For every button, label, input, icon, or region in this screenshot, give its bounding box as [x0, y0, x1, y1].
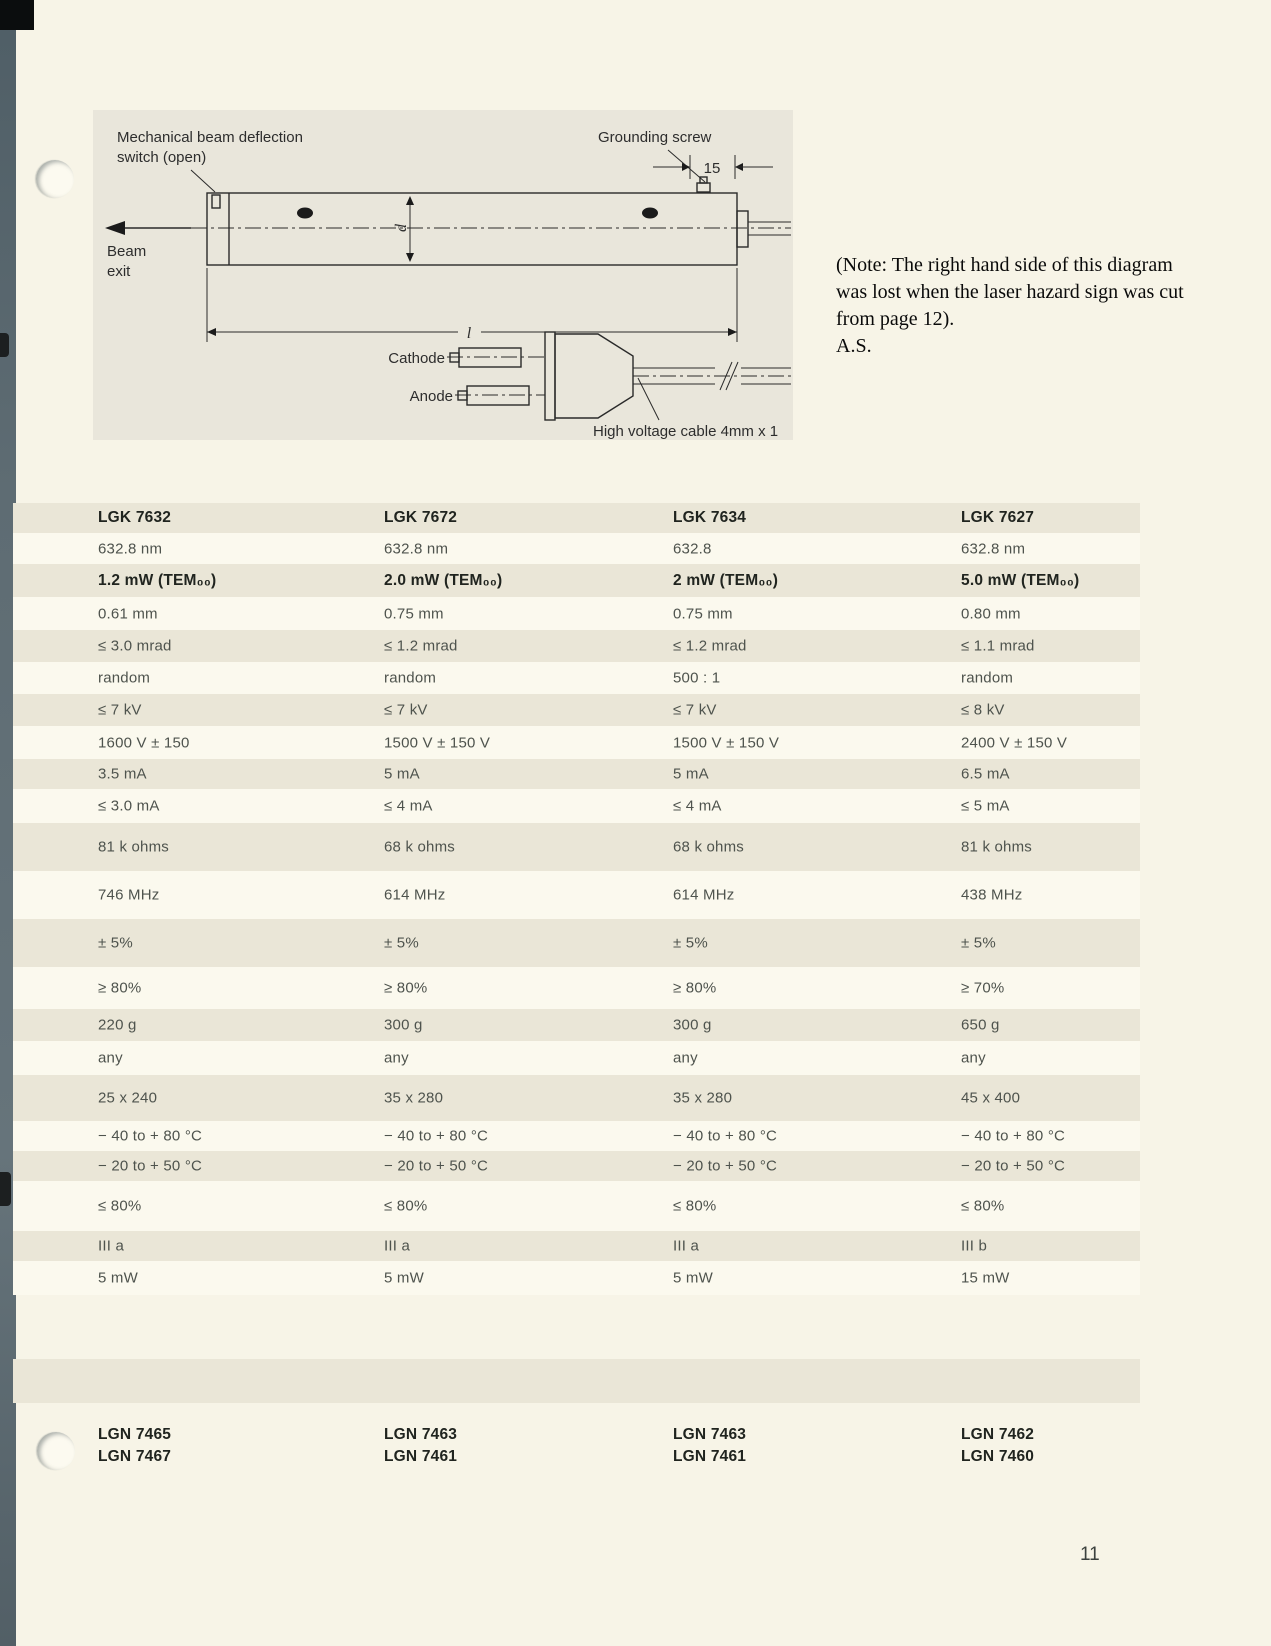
spec-cell: III a: [384, 1237, 411, 1255]
spec-cell: ≤ 7 kV: [673, 701, 717, 719]
spec-cell: ≤ 7 kV: [98, 701, 142, 719]
dim-l-arrow: [728, 328, 737, 336]
switch-label: switch (open): [117, 149, 207, 166]
page-number: 11: [1080, 1544, 1100, 1565]
spec-cell: ± 5%: [384, 934, 419, 952]
switch-label: Mechanical beam deflection: [117, 129, 303, 146]
dim-15-arrow: [682, 163, 690, 171]
spec-cell: 5 mW: [98, 1269, 138, 1287]
annotation-note: [836, 252, 1226, 360]
mounting-hole-dot: [297, 208, 313, 219]
order-number: LGN 7467: [98, 1448, 172, 1465]
table-row: [13, 630, 1140, 662]
dim-d-label: d: [393, 224, 410, 232]
spec-cell: 1500 V ± 150 V: [673, 734, 780, 751]
spec-cell: ≤ 80%: [384, 1197, 428, 1215]
table-row: [13, 1009, 1140, 1041]
binding-hole: [36, 160, 74, 198]
spec-cell: 438 MHz: [961, 886, 1023, 904]
spec-cell: 614 MHz: [384, 886, 446, 904]
spec-cell: ≤ 3.0 mA: [98, 797, 160, 815]
spec-cell: 300 g: [384, 1016, 423, 1034]
table-row: [13, 1261, 1140, 1295]
spec-cell: random: [384, 669, 437, 687]
spec-cell: 68 k ohms: [673, 838, 744, 856]
beam-exit-label: Beam: [107, 243, 147, 260]
hv-connector: [555, 334, 633, 418]
spec-cell: 632.8 nm: [384, 540, 449, 557]
note-line: from page 12).: [836, 308, 955, 330]
spec-cell: any: [961, 1049, 986, 1067]
table-row: [13, 564, 1140, 597]
table-row: [13, 726, 1140, 759]
spec-cell: 220 g: [98, 1016, 137, 1034]
table-row: [13, 1075, 1140, 1121]
spec-cell: 1.2 mW (TEM₀₀): [98, 571, 217, 589]
table-row: [13, 759, 1140, 789]
spec-cell: 81 k ohms: [98, 838, 169, 856]
switch-leader-line: [191, 170, 215, 192]
page-edge-mark: [0, 333, 9, 357]
note-line: was lost when the laser hazard sign was cut: [836, 281, 1184, 303]
spec-cell: 45 x 400: [961, 1089, 1021, 1107]
spec-cell: − 40 to + 80 °C: [673, 1127, 778, 1145]
table-row: [13, 1121, 1140, 1151]
order-number: LGN 7465: [98, 1426, 172, 1443]
table-spacer-row: [13, 1295, 1140, 1359]
spec-cell: III a: [98, 1237, 125, 1255]
grounding-screw: [697, 183, 710, 192]
spec-cell: ≥ 80%: [98, 979, 142, 997]
spec-cell: ≤ 80%: [673, 1197, 717, 1215]
order-number-cell: [673, 1424, 746, 1468]
cathode-label: Cathode: [388, 350, 445, 367]
spec-cell: 5 mA: [673, 765, 709, 783]
spec-cell: − 20 to + 50 °C: [673, 1157, 778, 1175]
table-row: [13, 789, 1140, 823]
mounting-hole-dot: [642, 208, 658, 219]
spec-cell: ≤ 7 kV: [384, 701, 428, 719]
order-number-cell: [98, 1424, 171, 1468]
note-line: (Note: The right hand side of this diagram: [836, 254, 1173, 276]
laser-tube-outline: [207, 193, 737, 265]
laser-tube-drawing: [93, 110, 793, 440]
spec-cell: 300 g: [673, 1016, 712, 1034]
spec-cell: 0.61 mm: [98, 605, 158, 622]
dim-l-arrow: [207, 328, 216, 336]
table-row: [13, 871, 1140, 919]
anode-label: Anode: [409, 388, 453, 405]
spec-cell: ≤ 8 kV: [961, 701, 1005, 719]
spec-cell: LGK 7632: [98, 509, 172, 526]
spec-cell: ≤ 5 mA: [961, 797, 1010, 815]
note-line: A.S.: [836, 335, 872, 357]
dim-15-value: 15: [703, 160, 721, 177]
spec-cell: 614 MHz: [673, 886, 735, 904]
spec-cell: 81 k ohms: [961, 838, 1032, 856]
table-row: [13, 919, 1140, 967]
spec-cell: 25 x 240: [98, 1089, 158, 1107]
laser-tube-diagram: [93, 110, 793, 440]
dim-d-arrow: [406, 196, 414, 205]
table-row: [13, 694, 1140, 726]
spec-cell: 35 x 280: [384, 1089, 444, 1107]
order-number: LGN 7463: [673, 1426, 747, 1443]
spec-cell: 3.5 mA: [98, 765, 147, 783]
order-number: LGN 7462: [961, 1426, 1035, 1443]
spec-cell: LGK 7627: [961, 509, 1035, 526]
order-number: LGN 7460: [961, 1448, 1035, 1465]
tube-terminal-stub: [737, 211, 748, 247]
spec-cell: 35 x 280: [673, 1089, 733, 1107]
table-row: [13, 597, 1140, 630]
dim-l-label: l: [466, 325, 472, 342]
scanner-edge-corner: [0, 0, 34, 30]
spec-cell: 15 mW: [961, 1269, 1010, 1287]
table-spacer-row: [13, 1403, 1140, 1415]
spec-cell: 5 mW: [673, 1269, 713, 1287]
spec-cell: − 20 to + 50 °C: [384, 1157, 489, 1175]
spec-cell: LGK 7672: [384, 509, 458, 526]
spec-cell: ± 5%: [961, 934, 996, 952]
spec-cell: 650 g: [961, 1016, 1000, 1034]
spec-cell: 1500 V ± 150 V: [384, 734, 491, 751]
spec-cell: ≤ 1.2 mrad: [384, 637, 458, 655]
spec-cell: 0.75 mm: [384, 605, 444, 622]
table-spacer-row: [13, 1359, 1140, 1403]
spec-cell: 1600 V ± 150: [98, 734, 190, 751]
spec-cell: − 40 to + 80 °C: [961, 1127, 1066, 1145]
hv-cable-label: High voltage cable 4mm x 1: [593, 423, 779, 440]
page-edge-mark: [0, 1172, 11, 1206]
spec-cell: 500 : 1: [673, 669, 721, 687]
spec-cell: − 20 to + 50 °C: [961, 1157, 1066, 1175]
spec-cell: 0.80 mm: [961, 605, 1021, 622]
order-number: LGN 7461: [673, 1448, 747, 1465]
spec-cell: 632.8 nm: [961, 540, 1026, 557]
spec-cell: ≤ 1.2 mrad: [673, 637, 747, 655]
order-number-cell: [384, 1424, 457, 1468]
table-row: [13, 1181, 1140, 1231]
spec-cell: ≤ 80%: [98, 1197, 142, 1215]
spec-cell: 68 k ohms: [384, 838, 455, 856]
spec-cell: 5.0 mW (TEM₀₀): [961, 571, 1080, 589]
spec-cell: random: [98, 669, 151, 687]
dim-d-arrow: [406, 253, 414, 262]
spec-cell: 2 mW (TEM₀₀): [673, 571, 779, 589]
spec-cell: 5 mA: [384, 765, 420, 783]
spec-cell: ± 5%: [673, 934, 708, 952]
table-row: [13, 533, 1140, 564]
deflection-switch: [212, 195, 220, 208]
spec-cell: 746 MHz: [98, 886, 160, 904]
spec-cell: 2400 V ± 150 V: [961, 734, 1068, 751]
table-row: [13, 1231, 1140, 1261]
spec-cell: random: [961, 669, 1014, 687]
table-row-order-numbers: [13, 1415, 1140, 1477]
spec-cell: 0.75 mm: [673, 605, 733, 622]
spec-cell: 5 mW: [384, 1269, 424, 1287]
table-row: [13, 1041, 1140, 1075]
grounding-screw-label: Grounding screw: [598, 129, 712, 146]
spec-cell: LGK 7634: [673, 509, 747, 526]
spec-cell: − 20 to + 50 °C: [98, 1157, 203, 1175]
spec-cell: ≤ 3.0 mrad: [98, 637, 172, 655]
spec-cell: ≤ 4 mA: [673, 797, 722, 815]
table-row: [13, 1151, 1140, 1181]
order-number-cell: [961, 1424, 1034, 1468]
spec-cell: 6.5 mA: [961, 765, 1010, 783]
spec-cell: − 40 to + 80 °C: [384, 1127, 489, 1145]
spec-cell: any: [384, 1049, 409, 1067]
spec-cell: any: [98, 1049, 123, 1067]
spec-cell: ≥ 80%: [673, 979, 717, 997]
order-number: LGN 7463: [384, 1426, 458, 1443]
hv-connector: [545, 332, 555, 420]
grounding-screw: [700, 177, 707, 183]
spec-cell: 632.8: [673, 540, 712, 557]
table-row: [13, 662, 1140, 694]
spec-cell: 632.8 nm: [98, 540, 163, 557]
spec-cell: ≤ 80%: [961, 1197, 1005, 1215]
beam-exit-label: exit: [107, 263, 131, 280]
order-number: LGN 7461: [384, 1448, 458, 1465]
spec-table: [13, 503, 1140, 1477]
table-row: [13, 823, 1140, 871]
spec-cell: 2.0 mW (TEM₀₀): [384, 571, 503, 589]
table-row: [13, 503, 1140, 533]
beam-exit-arrow: [105, 221, 125, 235]
spec-cell: ≤ 1.1 mrad: [961, 637, 1035, 655]
spec-cell: ≥ 80%: [384, 979, 428, 997]
spec-cell: − 40 to + 80 °C: [98, 1127, 203, 1145]
spec-cell: III b: [961, 1237, 988, 1255]
spec-cell: ± 5%: [98, 934, 133, 952]
spec-cell: ≤ 4 mA: [384, 797, 433, 815]
spec-cell: any: [673, 1049, 698, 1067]
spec-cell: ≥ 70%: [961, 979, 1005, 997]
spec-cell: III a: [673, 1237, 700, 1255]
table-row: [13, 967, 1140, 1009]
